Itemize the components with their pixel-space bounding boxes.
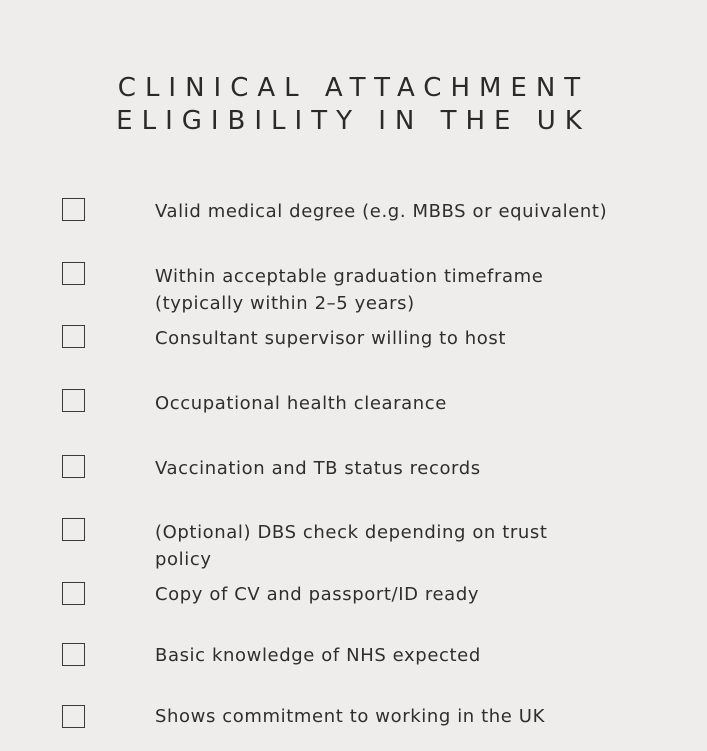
- page-title-line-1: CLINICAL ATTACHMENT: [117, 73, 590, 103]
- checklist-item-label: Basic knowledge of NHS expected: [155, 645, 481, 666]
- page-title-line-2: ELIGIBILITY IN THE UK: [116, 106, 591, 136]
- checkbox-valid-medical-degree[interactable]: [62, 198, 85, 221]
- checklist-item-label: Consultant supervisor willing to host: [155, 328, 507, 349]
- checkbox-dbs-check[interactable]: [62, 518, 85, 541]
- checklist-item-label: Valid medical degree (e.g. MBBS or equivalent): [155, 201, 608, 222]
- checklist-item-label: Vaccination and TB status records: [155, 458, 481, 479]
- checklist-item-label: Within acceptable graduation timeframe (typically within 2–5 years): [155, 266, 544, 314]
- checkbox-consultant-supervisor[interactable]: [62, 325, 85, 348]
- checkbox-graduation-timeframe[interactable]: [62, 262, 85, 285]
- checklist-item-label: Shows commitment to working in the UK: [155, 706, 545, 727]
- checklist-item-label: Copy of CV and passport/ID ready: [155, 584, 480, 605]
- checklist-item-label: Occupational health clearance: [155, 393, 447, 414]
- checkbox-cv-passport[interactable]: [62, 582, 85, 605]
- checkbox-uk-commitment[interactable]: [62, 705, 85, 728]
- checkbox-occupational-health[interactable]: [62, 389, 85, 412]
- checklist-item-label: (Optional) DBS check depending on trust policy: [155, 522, 548, 570]
- checkbox-vaccination-tb[interactable]: [62, 455, 85, 478]
- checkbox-nhs-knowledge[interactable]: [62, 643, 85, 666]
